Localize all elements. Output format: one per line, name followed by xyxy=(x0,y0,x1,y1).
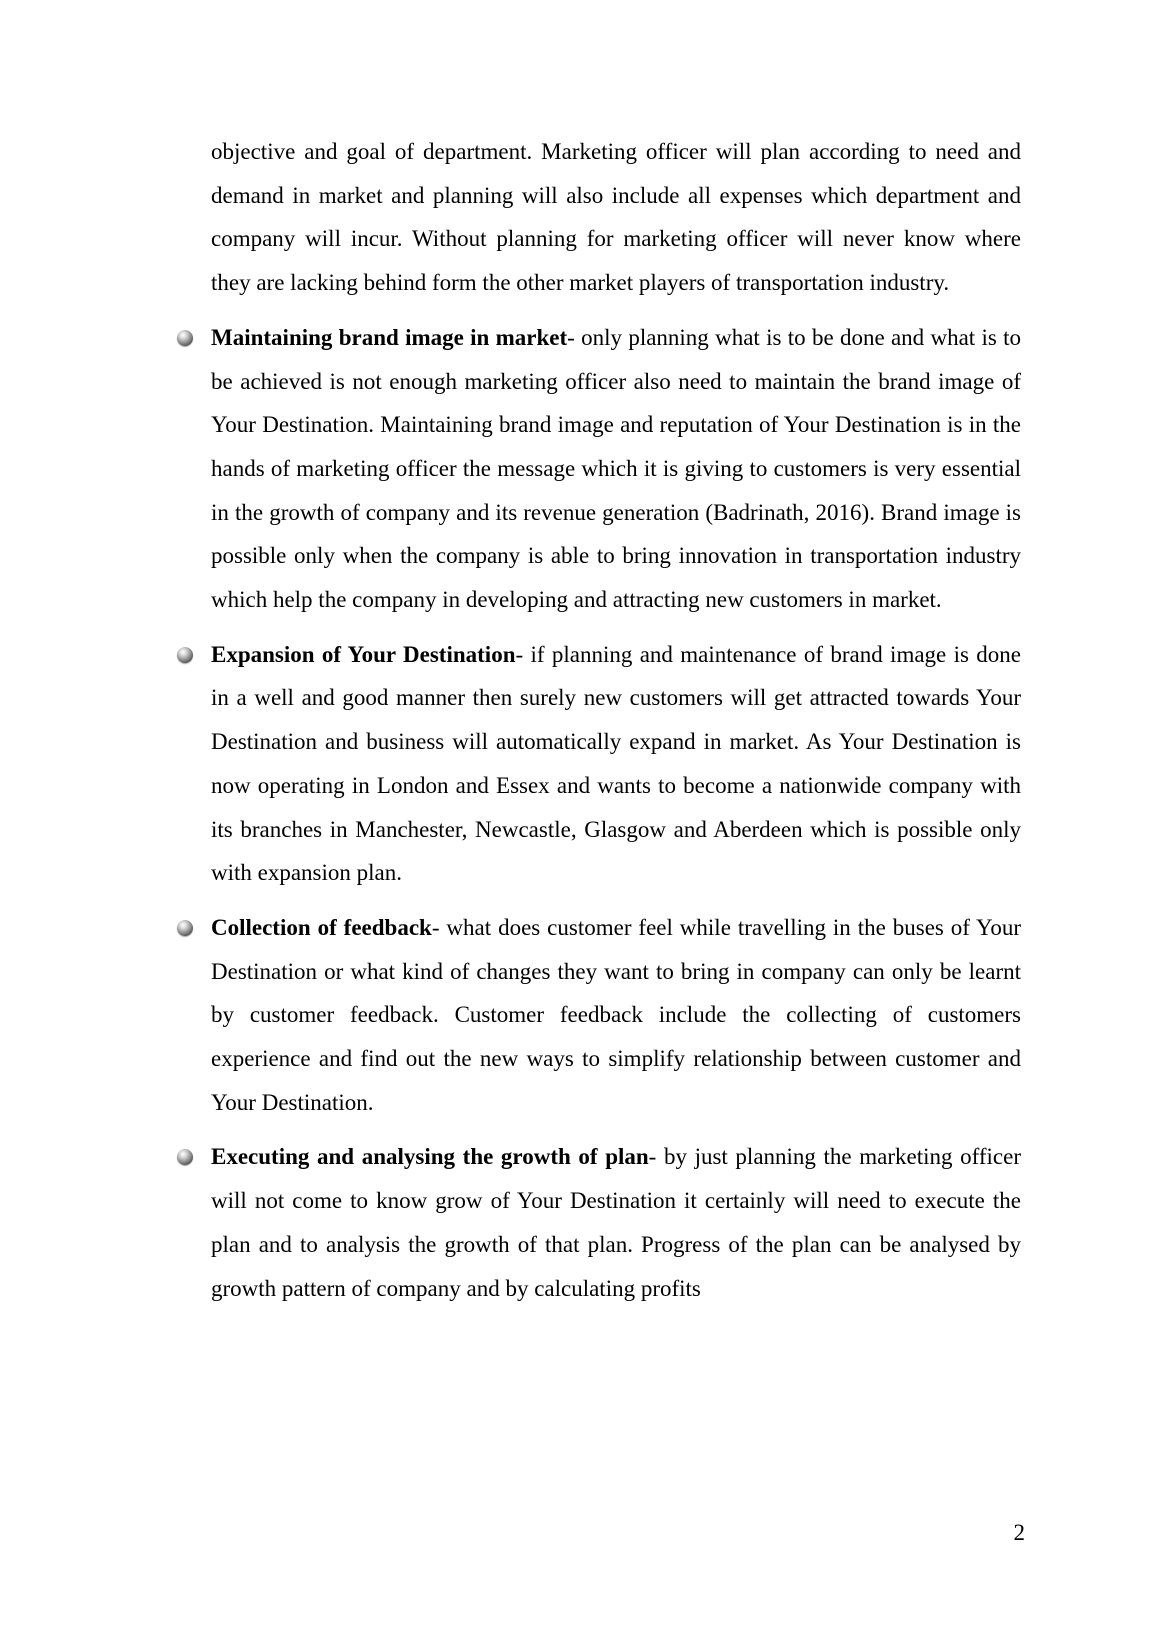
bullet-icon xyxy=(177,1149,193,1165)
bullet-icon xyxy=(177,920,193,936)
bullet-item-brand-image xyxy=(211,316,1021,622)
bullet-lead: Maintaining brand image in market xyxy=(211,324,568,350)
bullet-text: - what does customer feel while travelling in the buses of Your Destination or what kind of changes they want to bring in company can only be learnt by customer feedback. Customer feedback include the collecting of customers experience and find out the new ways to simplify relationship between customer and Your Destination. xyxy=(211,914,1021,1115)
bullet-icon xyxy=(177,330,193,346)
document-body xyxy=(211,130,1021,1321)
bullet-lead: Executing and analysing the growth of plan xyxy=(211,1144,649,1170)
bullet-paragraph xyxy=(211,1135,1021,1310)
intro-paragraph: objective and goal of department. Marketing officer will plan according to need and demand in market and planning will also include all expenses which department and company will incur. Without planning for marketing officer will never know where they are lacking behind form the other market players of transportation industry. xyxy=(211,139,1021,296)
bullet-paragraph xyxy=(211,633,1021,895)
bullet-item-feedback xyxy=(211,906,1021,1125)
bullet-text: - if planning and maintenance of brand image is done in a well and good manner then surely new customers will get attracted towards Your Destination and business will automatically expand in market. As Your Destination is now operating in London and Essex and wants to become a nationwide company with its branches in Manchester, Newcastle, Glasgow and Aberdeen which is possible only with expansion plan. xyxy=(211,641,1021,886)
page-number: 2 xyxy=(1013,1520,1025,1545)
bullet-text: - only planning what is to be done and what is to be achieved is not enough marketing officer also need to maintain the brand image of Your Destination. Maintaining brand image and reputation of Your Destination is in the hands of marketing officer the message which it is giving to customers is very essential in the growth of company and its revenue generation (Badrinath, 2016). Brand image is possible only when the company is able to bring innovation in transportation industry which help the company in developing and attracting new customers in market. xyxy=(211,324,1022,613)
bullet-item-executing xyxy=(211,1135,1021,1310)
bullet-text: - by just planning the marketing officer will not come to know grow of Your Destination it certainly will need to execute the plan and to analysis the growth of that plan. Progress of the plan can be analysed by growth pattern of company and by calculating profits xyxy=(211,1144,1021,1301)
bullet-item-expansion xyxy=(211,633,1021,895)
bullet-paragraph xyxy=(211,906,1021,1125)
bullet-paragraph xyxy=(211,316,1021,622)
bullet-lead: Collection of feedback xyxy=(211,914,432,940)
bullet-icon xyxy=(177,647,193,663)
bullet-lead: Expansion of Your Destination xyxy=(211,641,516,667)
